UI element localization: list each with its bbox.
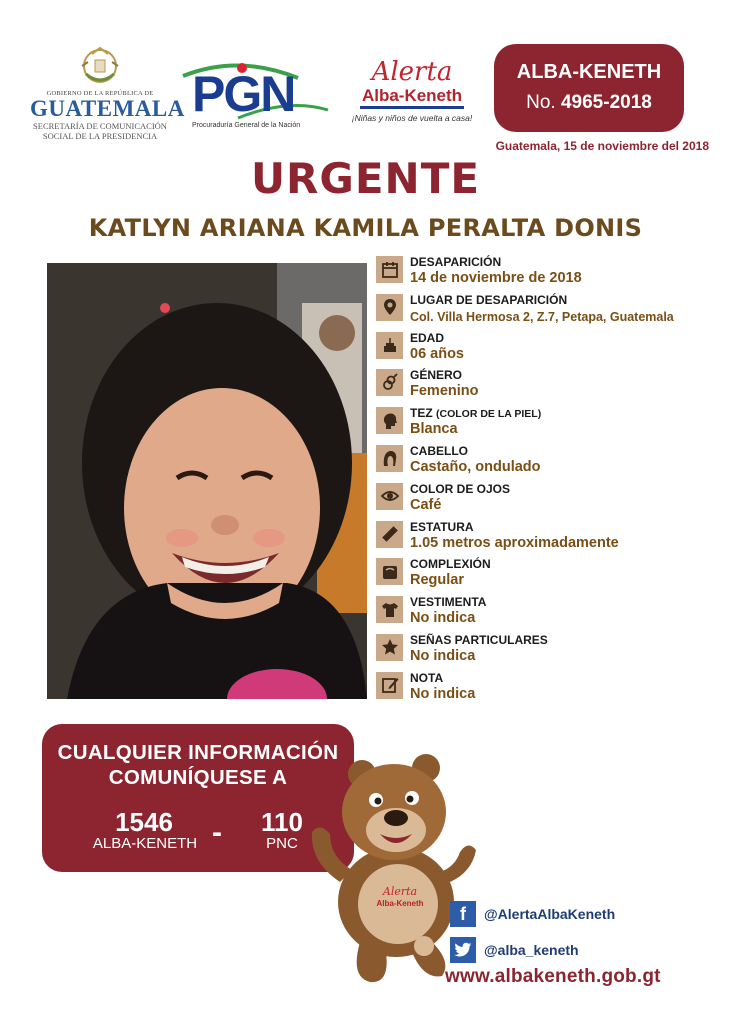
- coat-of-arms-icon: [78, 44, 122, 88]
- label-extra: (COLOR DE LA PIEL): [436, 408, 542, 421]
- detail-value: Femenino: [410, 383, 479, 400]
- details-list: [376, 254, 716, 708]
- gov-line: GOBIERNO DE LA REPÚBLICA DE: [46, 90, 154, 97]
- website-link[interactable]: www.albakeneth.gob.gt: [445, 966, 661, 987]
- detail-label: COLOR DE OJOS: [410, 481, 511, 496]
- detail-value: Castaño, ondulado: [410, 458, 541, 475]
- detail-estatura: [376, 519, 716, 557]
- mascot-badge-alerta: Alerta: [382, 885, 418, 898]
- pgn-logo: [178, 58, 338, 138]
- missing-person-name: KATLYN ARIANA KAMILA PERALTA DONIS: [88, 214, 643, 242]
- facebook-handle[interactable]: @AlertaAlbaKeneth: [484, 906, 616, 922]
- pgn-wordmark: PGN: [192, 66, 295, 122]
- detail-label: SEÑAS PARTICULARES: [410, 632, 548, 647]
- head-profile-icon: [376, 407, 403, 434]
- cake-icon: [376, 332, 403, 359]
- location-pin-icon: [376, 294, 403, 321]
- detail-value: 06 años: [410, 345, 464, 362]
- twitter-icon: [450, 937, 476, 963]
- detail-label: GÉNERO: [410, 368, 463, 383]
- detail-edad: [376, 330, 716, 368]
- detail-cabello: [376, 443, 716, 481]
- calendar-icon: [376, 256, 403, 283]
- ruler-icon: [376, 521, 403, 548]
- mascot-badge-brand: Alba-Keneth: [376, 899, 424, 908]
- info-line-2: COMUNÍQUESE A: [108, 766, 288, 789]
- case-number-line: [494, 90, 684, 116]
- mascot-badge: [372, 886, 428, 910]
- label-main: TEZ: [410, 406, 433, 421]
- phone-alba-keneth: 1546: [115, 807, 173, 837]
- detail-label: VESTIMENTA: [410, 595, 487, 610]
- detail-tez: [376, 405, 716, 443]
- detail-ojos: [376, 481, 716, 519]
- pgn-subtitle: Procuraduría General de la Nación: [192, 122, 301, 129]
- social-links: [450, 896, 615, 968]
- guatemala-wordmark: GUATEMALA: [30, 96, 185, 121]
- detail-label: ESTATURA: [410, 519, 474, 534]
- hair-icon: [376, 445, 403, 472]
- info-line-1: CUALQUIER INFORMACIÓN: [57, 741, 339, 764]
- detail-value: No indica: [410, 647, 476, 664]
- detail-value: No indica: [410, 610, 476, 627]
- detail-value: No indica: [410, 685, 476, 702]
- detail-nota: [376, 670, 716, 708]
- detail-value: Col. Villa Hermosa 2, Z.7, Petapa, Guatemala: [410, 309, 674, 324]
- detail-value: 14 de noviembre de 2018: [410, 270, 582, 286]
- phone-separator: -: [212, 816, 222, 849]
- detail-desaparicion: [376, 254, 716, 292]
- phone-pnc: 110: [261, 807, 303, 837]
- eye-icon: [376, 483, 403, 510]
- secretaria-line-1: SECRETARÍA DE COMUNICACIÓN: [33, 121, 167, 131]
- alerta-alba-keneth-logo: [342, 58, 482, 138]
- twitter-handle[interactable]: @alba_keneth: [484, 942, 579, 958]
- detail-label: NOTA: [410, 670, 444, 685]
- twitter-link[interactable]: [450, 932, 615, 968]
- facebook-icon: f: [450, 901, 476, 927]
- detail-label: [410, 406, 541, 420]
- facebook-link[interactable]: [450, 896, 615, 932]
- alerta-wordmark: Alerta: [371, 57, 453, 87]
- detail-lugar: [376, 292, 716, 330]
- detail-senas: [376, 632, 716, 670]
- detail-label: CABELLO: [410, 443, 468, 458]
- detail-label: EDAD: [410, 330, 445, 345]
- urgency-heading: URGENTE: [250, 154, 481, 203]
- detail-genero: [376, 367, 716, 405]
- shirt-icon: [376, 596, 403, 623]
- scale-icon: [376, 558, 403, 585]
- case-number-badge: [494, 44, 684, 132]
- guatemala-government-logo: [30, 44, 185, 154]
- secretaria-line-2: SOCIAL DE LA PRESIDENCIA: [42, 131, 158, 141]
- detail-value: Regular: [410, 572, 464, 589]
- phone-pnc-label: PNC: [266, 835, 298, 852]
- alerta-tagline: ¡Niñas y niños de vuelta a casa!: [351, 113, 473, 123]
- missing-person-photo: [47, 263, 367, 699]
- detail-label: LUGAR DE DESAPARICIÓN: [410, 292, 568, 307]
- case-number: 4965-2018: [560, 92, 652, 113]
- phone-alba-keneth-label: ALBA-KENETH: [92, 835, 198, 852]
- detail-complexion: [376, 556, 716, 594]
- detail-value: 1.05 metros aproximadamente: [410, 534, 619, 551]
- issue-date: Guatemala, 15 de noviembre del 2018: [495, 139, 709, 153]
- alba-keneth-wordmark: Alba-Keneth: [360, 86, 464, 109]
- detail-value: Blanca: [410, 421, 458, 438]
- case-title: ALBA-KENETH: [516, 61, 662, 83]
- detail-vestimenta: [376, 594, 716, 632]
- note-edit-icon: [376, 672, 403, 699]
- detail-value: Café: [410, 496, 442, 513]
- case-no-label: No.: [526, 92, 556, 113]
- gender-icon: [376, 369, 403, 396]
- star-icon: [376, 634, 403, 661]
- detail-label: DESAPARICIÓN: [410, 255, 502, 269]
- detail-label: COMPLEXIÓN: [410, 557, 491, 572]
